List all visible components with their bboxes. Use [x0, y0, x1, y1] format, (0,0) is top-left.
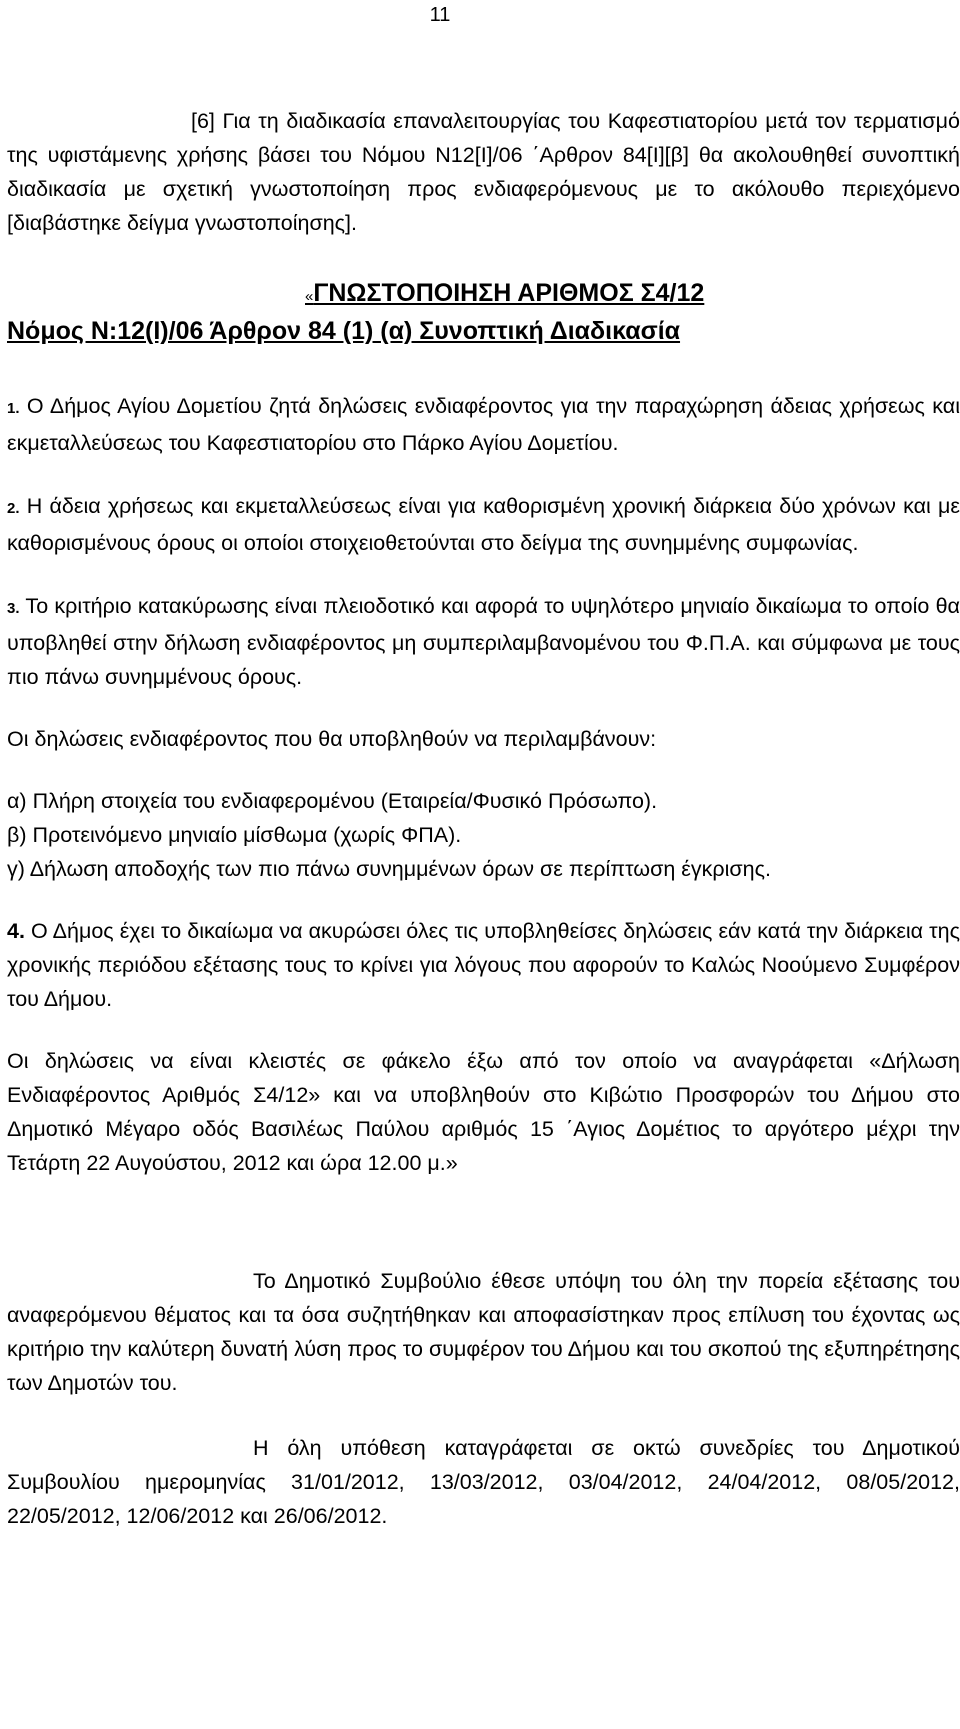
notice-item-4: [7, 914, 960, 1016]
requirements-intro: Οι δηλώσεις ενδιαφέροντος που θα υποβληθούν να περιλαμβάνουν:: [7, 727, 657, 751]
notice-item-1: [7, 389, 960, 460]
meetings-paragraph: Η όλη υπόθεση καταγράφεται σε οκτώ συνεδρίες του Δημοτικού Συμβουλίου ημερομηνίας 31/01/2012, 13/03/2012, 03/04/2012, 24/04/2012, 08/05/2012, 22/05/2012, 12/06/2012 και 26/06/2012.: [7, 1436, 960, 1528]
item-text: Το κριτήριο κατακύρωσης είναι πλειοδοτικό και αφορά το υψηλότερο μηνιαίο δικαίωμα το οποίο θα υποβληθεί στην δήλωση ενδιαφέροντος μη συμπεριλαμβανομένου του Φ.Π.Α. και σύμφωνα με τους πιο πάνω συνημμένους όρους.: [7, 594, 960, 689]
item-number: 2.: [7, 500, 20, 517]
notice-item-2: [7, 489, 960, 560]
notice-subtitle: Νόμος Ν:12(Ι)/06 Άρθρον 84 (1) (α) Συνοπτική Διαδικασία: [7, 317, 681, 345]
council-paragraph: Το Δημοτικό Συμβούλιο έθεσε υπόψη του όλη την πορεία εξέτασης του αναφερόμενου θέματος και τα όσα συζητήθηκαν και αποφασίστηκαν προς επίλυση του έχοντας ως κριτήριο την καλύτερη δυνατή λύση προς το συμφέρον του Δήμου και του σκοπού της εξυπηρέτησης των Δημοτών του.: [7, 1269, 960, 1395]
requirement-c: γ) Δήλωση αποδοχής των πιο πάνω συνημμένων όρων σε περίπτωση έγκρισης.: [7, 857, 771, 881]
item-number: 3.: [7, 600, 20, 617]
requirement-a: α) Πλήρη στοιχεία του ενδιαφερομένου (Εταιρεία/Φυσικό Πρόσωπο).: [7, 789, 658, 813]
page-number: 11: [429, 4, 451, 26]
notice-title: [7, 276, 960, 314]
item-number: 1.: [7, 400, 20, 417]
item-text: Η άδεια χρήσεως και εκμεταλλεύσεως είναι για καθορισμένη χρονική διάρκεια δύο χρόνων και με καθορισμένους όρους οι οποίοι στοιχειοθετούνται στο δείγμα της συνημμένης συμφωνίας.: [7, 494, 960, 555]
document-body: [7, 104, 960, 1533]
intro-paragraph: [6] Για τη διαδικασία επαναλειτουργίας του Καφεστιατορίου μετά τον τερματισμό της υφιστάμενης χρήσης βάσει του Νόμου Ν12[Ι]/06 ΄Αρθρον 84[Ι][β] θα ακολουθηθεί συνοπτική διαδικασία με σχετική γνωστοποίηση προς ενδιαφερόμενους με το ακόλουθο περιεχόμενο [διαβάστηκε δείγμα γνωστοποίησης].: [7, 109, 960, 235]
notice-item-3: [7, 589, 960, 694]
item-text: Ο Δήμος Αγίου Δομετίου ζητά δηλώσεις ενδιαφέροντος για την παραχώρηση άδειας χρήσεως και εκμεταλλεύσεως του Καφεστιατορίου στο Πάρκο Αγίου Δομετίου.: [7, 394, 960, 455]
item-text: Ο Δήμος έχει το δικαίωμα να ακυρώσει όλες τις υποβληθείσες δηλώσεις εάν κατά την διάρκεια της χρονικής περιόδου εξέτασης τους το κρίνει για λόγους που αφορούν το Καλώς Νοούμενο Συμφέρον του Δήμου.: [7, 919, 960, 1011]
opening-guillemet: «: [305, 288, 314, 305]
notice-title-text: ΓΝΩΣΤΟΠΟΙΗΣΗ ΑΡΙΘΜΟΣ Σ4/12: [313, 279, 705, 307]
item-number: 4.: [7, 919, 25, 943]
requirement-b: β) Προτεινόμενο μηνιαίο μίσθωμα (χωρίς ΦΠΑ).: [7, 823, 462, 847]
submission-paragraph: Οι δηλώσεις να είναι κλειστές σε φάκελο έξω από τον οποίο να αναγράφεται «Δήλωση Ενδιαφέροντος Αριθμός Σ4/12» και να υποβληθούν στο Κιβώτιο Προσφορών του Δήμου στο Δημοτικό Μέγαρο οδός Βασιλέως Παύλου αριθμός 15 ΄Αγιος Δομέτιος το αργότερο μέχρι την Τετάρτη 22 Αυγούστου, 2012 και ώρα 12.00 μ.»: [7, 1049, 960, 1175]
notice-heading: [7, 276, 960, 348]
